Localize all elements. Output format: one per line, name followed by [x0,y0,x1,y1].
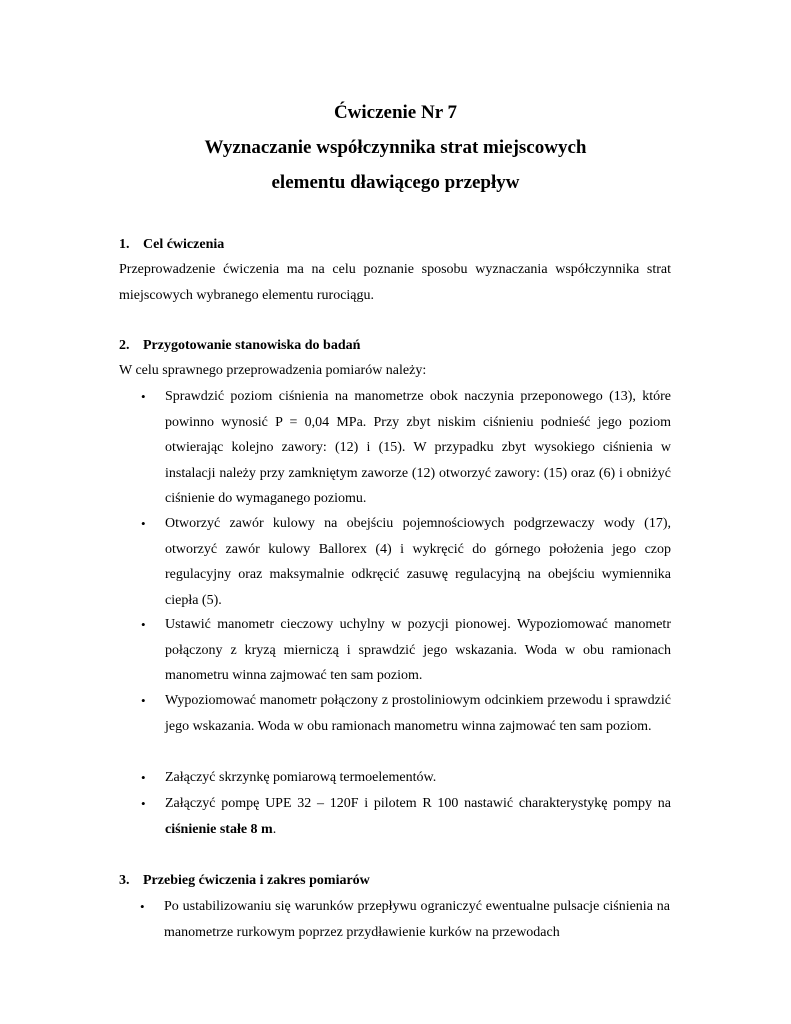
list-item [141,791,671,842]
list-item [141,765,671,791]
section-3-number: 3. [119,873,130,888]
bullet-icon: • [141,693,146,708]
list-item-text: Załączyć skrzynkę pomiarową termoelementów. [165,770,437,785]
section-3-heading [119,874,370,888]
section-1-text: Przeprowadzenie ćwiczenia ma na celu poznanie sposobu wyznaczania współczynnika strat miejscowych wybranego elementu rurociągu. [119,262,671,303]
bullet-icon: • [141,389,146,404]
bullet-icon: • [141,516,146,531]
list-item-text: Otworzyć zawór kulowy na obejściu pojemnościowych podgrzewaczy wody (17), otworzyć zawór kulowy Ballorex (4) i wykręcić do górnego położenia jego czop regulacyjny oraz maksymalnie odkręcić zasuwę regulacyjną na obejściu wymiennika ciepła (5). [165,516,671,608]
bullet-icon: • [140,899,145,914]
section-2-intro: W celu sprawnego przeprowadzenia pomiarów należy: [119,363,427,378]
section-2-title: Przygotowanie stanowiska do badań [143,338,361,353]
title-line-3: elementu dławiącego przepływ [271,172,520,193]
list-item [140,894,670,945]
list-item-text: Sprawdzić poziom ciśnienia na manometrze obok naczynia przeponowego (13), które powinno wynosić P = 0,04 MPa. Przy zbyt niskim ciśnieniu podnieść jego poziom otwierając kolejno zawory: (12) i (15). W przypadku zbyt wysokiego ciśnienia w instalacji należy przy zamkniętym zaworze (12) otworzyć zawory: (15) oraz (6) i obniżyć ciśnienie do wymaganego poziomu. [165,389,671,506]
list-item-text-end: . [272,821,277,837]
title-line-2: Wyznaczanie współczynnika strat miejscowych [204,137,587,158]
list-item-text [165,791,671,842]
section-1-number: 1. [119,237,130,252]
emphasized-value: ciśnienie stałe 8 m [165,821,273,837]
section-2-heading [119,339,360,353]
list-item-text: Ustawić manometr cieczowy uchylny w pozycji pionowej. Wypoziomować manometr połączony z kryzą mierniczą i sprawdzić jego wskazania. Woda w obu ramionach manometru winna zajmować ten sam poziom. [165,617,671,683]
list-item-text: Wypoziomować manometr połączony z prostoliniowym odcinkiem przewodu i sprawdzić jego wskazania. Woda w obu ramionach manometru winna zajmować ten sam poziom. [165,693,671,734]
list-item [141,612,671,689]
bullet-icon: • [141,770,146,785]
list-item [141,384,671,512]
section-1-title: Cel ćwiczenia [143,237,225,252]
list-item-text: Po ustabilizowaniu się warunków przepływu ograniczyć ewentualne pulsacje ciśnienia na manometrze rurkowym poprzez przydławienie kurków na przewodach [164,899,670,940]
list-item [141,511,671,613]
title-line-1: Ćwiczenie Nr 7 [333,102,458,123]
section-2-number: 2. [119,338,130,353]
section-1-heading [119,238,224,252]
bullet-icon: • [141,617,146,632]
section-3-title: Przebieg ćwiczenia i zakres pomiarów [143,873,370,888]
list-item [141,688,671,739]
bullet-icon: • [141,796,146,811]
list-item-text-main: Załączyć pompę UPE 32 – 120F i pilotem R 100 nastawić charakterystykę pompy na [165,796,671,811]
